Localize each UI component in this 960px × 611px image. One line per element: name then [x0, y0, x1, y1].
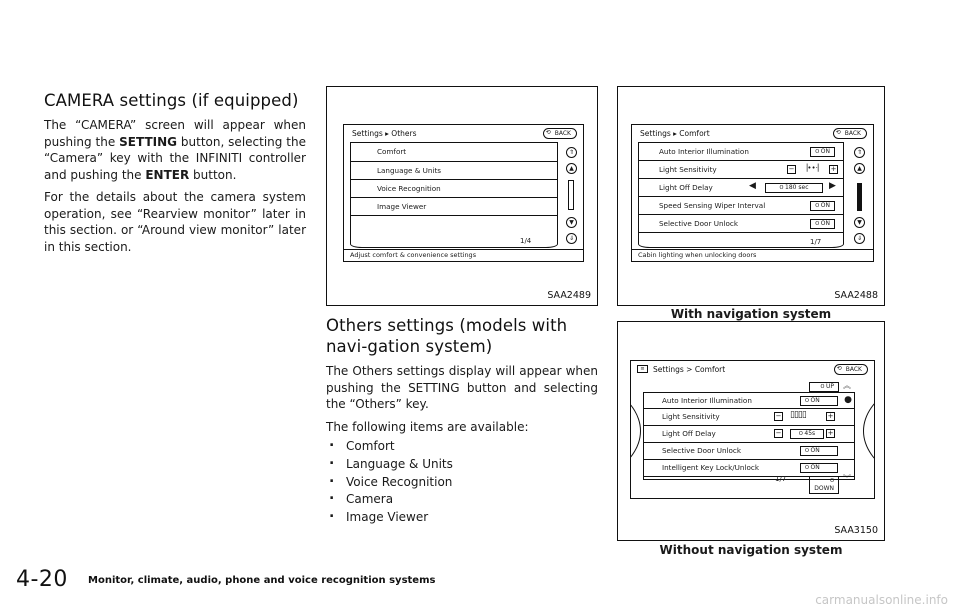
comfort-no-nav-menu	[643, 392, 855, 480]
page-indicator: 1/7	[810, 238, 822, 246]
delay-value: O 180 sec	[765, 183, 823, 193]
menu-row-selective-door-unlock	[644, 443, 854, 460]
menu-row-voice-recognition	[351, 180, 557, 198]
others-settings-heading: Others settings (models with navi-gation system)	[326, 316, 568, 356]
on-toggle: O ON	[810, 219, 835, 229]
camera-settings-section	[44, 90, 306, 255]
scroll-up-icon: ▲	[566, 163, 577, 174]
figure-comfort-no-nav-screen	[617, 321, 885, 541]
chapter-title: Monitor, climate, audio, phone and voice recognition systems	[88, 575, 436, 586]
down-chevron-icon: ︾	[843, 474, 851, 483]
plus-icon: +	[827, 429, 834, 437]
figure-code: SAA2489	[547, 290, 591, 301]
menu-row-label: Voice Recognition	[377, 184, 441, 193]
menu-row-label: Speed Sensing Wiper Interval	[659, 201, 766, 210]
scroll-down-icon: ▼	[854, 217, 865, 228]
page-indicator: 1/4	[520, 237, 532, 245]
scroll-down-fast-icon: ⇓	[566, 233, 577, 244]
figure-code: SAA3150	[834, 525, 878, 536]
menu-row-label: Intelligent Key Lock/Unlock	[662, 463, 759, 472]
scroll-up-fast-icon: ⇑	[854, 147, 865, 158]
menu-row-label: Light Sensitivity	[662, 412, 720, 421]
selected-dot-icon: ●	[844, 395, 852, 405]
scroll-down-icon: ▼	[566, 217, 577, 228]
plus-icon: +	[830, 165, 837, 173]
menu-row-selective-door-unlock	[639, 215, 843, 233]
list-item: . Comfort	[326, 438, 598, 456]
minus-icon: −	[775, 412, 782, 420]
right-arc-decoration	[863, 369, 875, 493]
menu-row-image-viewer	[351, 198, 557, 216]
sensitivity-level-icon: ▯▯▯▯	[790, 410, 806, 420]
minus-icon: −	[788, 165, 795, 173]
decrease-arrow-icon: ◀	[749, 181, 756, 191]
menu-row-light-sensitivity	[639, 161, 843, 179]
page-indicator: 1/7	[775, 475, 787, 483]
comfort-nav-menu	[638, 142, 844, 248]
menu-row-label: Light Sensitivity	[659, 165, 717, 174]
enter-keyword: ENTER	[145, 167, 190, 182]
caption-with-navigation: With navigation system	[670, 307, 832, 321]
menu-row-label: Selective Door Unlock	[659, 219, 739, 228]
menu-row-speed-sensing-wiper-interval	[639, 197, 843, 215]
scroll-up-fast-icon: ⇑	[566, 147, 577, 158]
comfort-nav-status-text: Cabin lighting when unlocking doors	[632, 249, 873, 261]
menu-row-label: Image Viewer	[377, 202, 427, 211]
list-item: . Language & Units	[326, 456, 598, 474]
figure-others-screen	[326, 86, 598, 306]
delay-value: O 45s	[790, 429, 824, 439]
menu-row-intelligent-key-lock-unlock	[644, 460, 854, 477]
others-settings-paragraph-1: The Others settings display will appear when pushing the SETTING button and selecting the “Others” key.	[326, 364, 598, 411]
watermark: carmanualsonline.info	[815, 593, 948, 607]
menu-row-comfort	[351, 143, 557, 162]
menu-row-light-off-delay	[639, 179, 843, 197]
others-settings-paragraph-2: The following items are available:	[326, 419, 529, 434]
text-run: button.	[189, 167, 237, 182]
caption-without-navigation: Without navigation system	[659, 543, 843, 557]
back-button: ⟲ BACK	[833, 128, 867, 139]
camera-settings-paragraph-1	[44, 117, 306, 183]
settings-menu-icon: ≡	[637, 365, 648, 373]
left-arc-decoration	[630, 369, 641, 493]
menu-row-label: Comfort	[377, 147, 407, 156]
down-button: O DOWN	[809, 476, 839, 494]
menu-row-light-off-delay	[644, 426, 854, 443]
sensitivity-level-icon: ▕••·▏	[802, 164, 824, 172]
menu-row-label: Language & Units	[377, 166, 442, 175]
figure-code: SAA2488	[834, 290, 878, 301]
menu-row-language-units	[351, 162, 557, 180]
on-toggle: O ON	[800, 446, 838, 456]
menu-row-label: Auto Interior Illumination	[662, 396, 752, 405]
scrollbar-thumb-icon	[857, 183, 862, 211]
plus-icon: +	[827, 412, 834, 420]
up-chevron-icon: ︽	[843, 381, 851, 390]
menu-row-auto-interior-illumination	[644, 393, 854, 409]
others-screen	[343, 124, 584, 262]
menu-row-label: Light Off Delay	[662, 429, 716, 438]
figure-comfort-nav-screen	[617, 86, 885, 306]
back-button: ⟲ BACK	[543, 128, 577, 139]
menu-row-label: Selective Door Unlock	[662, 446, 742, 455]
list-item: . Voice Recognition	[326, 474, 598, 492]
text-run: The “CAMERA” screen will appear when pushing the	[44, 118, 306, 149]
others-screen-title: Settings ▸ Others	[352, 129, 417, 138]
comfort-nav-screen	[631, 124, 874, 262]
setting-keyword: SETTING	[119, 134, 177, 149]
comfort-no-nav-screen	[630, 360, 875, 499]
menu-row-light-sensitivity	[644, 409, 854, 426]
others-status-text: Adjust comfort & convenience settings	[344, 249, 583, 261]
others-settings-section	[326, 315, 598, 527]
increase-arrow-icon: ▶	[829, 181, 836, 191]
camera-settings-heading: CAMERA settings (if equipped)	[44, 91, 299, 110]
up-button: O UP	[809, 382, 839, 392]
scroll-down-fast-icon: ⇓	[854, 233, 865, 244]
comfort-no-nav-screen-title: Settings > Comfort	[653, 365, 726, 374]
minus-icon: −	[775, 429, 782, 437]
scrollbar-icon	[568, 180, 574, 210]
on-toggle: O ON	[800, 396, 838, 406]
menu-row-label: Light Off Delay	[659, 183, 713, 192]
menu-row-auto-interior-illumination	[639, 143, 843, 161]
comfort-nav-screen-title: Settings ▸ Comfort	[640, 129, 710, 138]
list-item: . Image Viewer	[326, 509, 598, 527]
others-items-list	[326, 438, 598, 527]
page-number: 4-20	[16, 567, 68, 592]
text-run: button, selecting the “Camera” key with the INFINITI controller and pushing the	[44, 134, 306, 182]
on-toggle: O ON	[810, 147, 835, 157]
on-toggle: O ON	[810, 201, 835, 211]
scroll-up-icon: ▲	[854, 163, 865, 174]
on-toggle: O ON	[800, 463, 838, 473]
menu-row-label: Auto Interior Illumination	[659, 147, 749, 156]
others-menu	[350, 142, 558, 248]
camera-settings-paragraph-2: For the details about the camera system operation, see “Rearview monitor” later in this section. or “Around view monitor” later in this section.	[44, 190, 306, 254]
list-item: . Camera	[326, 491, 598, 509]
back-button: ⟲ BACK	[834, 364, 868, 375]
